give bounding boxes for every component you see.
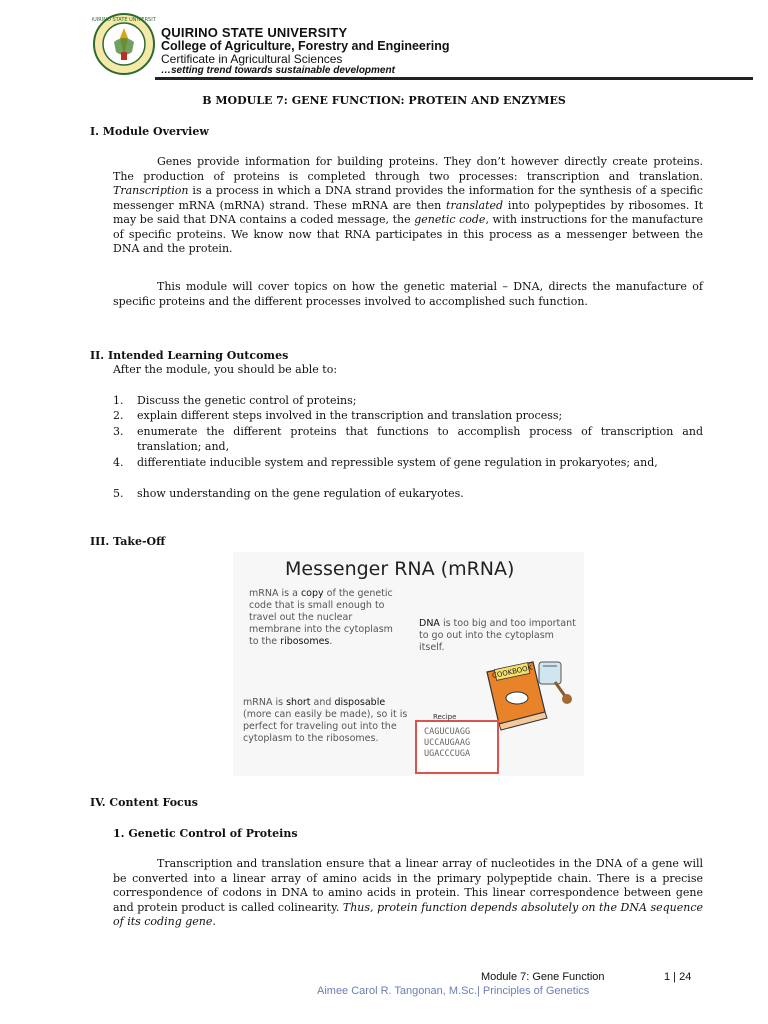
content-paragraph: Transcription and translation ensure that a linear array of nucleotides in the DNA of a gene will be converted into a linear array of amino acids in the primary polypeptide chain. There is a precise correspondence of codons in DNA to amino acids in protein. This linear correspondence between gene and protein product is called colinearity. Thus, protein function depends absolutely on the DNA sequence of its coding gene. xyxy=(113,857,703,928)
header-rule xyxy=(155,77,753,80)
outcome-item: 4. differentiate inducible system and repressible system of gene regulation in prokaryotes; and, xyxy=(113,456,658,469)
figure-title: Messenger RNA (mRNA) xyxy=(285,558,515,580)
takeoff-heading: III. Take-Off xyxy=(90,535,166,548)
content-heading: IV. Content Focus xyxy=(90,796,198,809)
overview-heading: I. Module Overview xyxy=(90,125,209,138)
outcome-item: 3. enumerate the different proteins that functions to accomplish process of transcription and translation; and, xyxy=(113,425,703,453)
figure-text-copy: mRNA is a copy of the genetic code that is small enough to travel out the nuclear membrane into the cytoplasm to the ribosomes. xyxy=(249,588,393,647)
outcome-item: 2. explain different steps involved in the transcription and translation process; xyxy=(113,409,563,422)
mrna-figure xyxy=(233,552,584,776)
certificate-name: Certificate in Agricultural Sciences xyxy=(161,52,343,66)
footer-module: Module 7: Gene Function xyxy=(481,971,605,983)
college-name: College of Agriculture, Forestry and Engineering xyxy=(161,39,450,53)
recipe-card: Recipe CAGUCUAGG UCCAUGAAG UGACCCUGA xyxy=(415,720,499,774)
motto: …setting trend towards sustainable development xyxy=(161,65,395,76)
svg-text:QUIRINO STATE UNIVERSITY: QUIRINO STATE UNIVERSITY xyxy=(92,17,156,23)
outcome-item: 5. show understanding on the gene regulation of eukaryotes. xyxy=(113,487,464,500)
university-name: QUIRINO STATE UNIVERSITY xyxy=(161,25,348,40)
outcome-item: 1. Discuss the genetic control of proteins; xyxy=(113,394,357,407)
content-subheading: 1. Genetic Control of Proteins xyxy=(113,827,298,840)
university-seal xyxy=(92,12,156,76)
footer-page-number: 1 | 24 xyxy=(664,971,692,983)
footer-author: Aimee Carol R. Tangonan, M.Sc.| Principles of Genetics xyxy=(317,985,590,997)
outcomes-heading: II. Intended Learning Outcomes xyxy=(90,349,289,362)
overview-paragraph-2: This module will cover topics on how the genetic material – DNA, directs the manufacture of specific proteins and the different processes involved to accomplished such function. xyxy=(113,280,703,308)
overview-paragraph-1: Genes provide information for building proteins. They don’t however directly create proteins. The production of proteins is completed through two processes: transcription and translation. Transcription is a process in which a DNA strand provides the information for the synthesis of a specific messenger mRNA (mRNA) strand. These mRNA are then translated into polypeptides by ribosomes. It may be said that DNA contains a coded message, the genetic code, with instructions for the manufacture of specific proteins. We know now that RNA participates in this process as a messenger between the DNA and the protein. xyxy=(113,155,704,255)
outcomes-intro: After the module, you should be able to: xyxy=(113,363,338,376)
page-title: B MODULE 7: GENE FUNCTION: PROTEIN AND ENZYMES xyxy=(202,94,566,107)
svg-text:COOKBOOK: COOKBOOK xyxy=(491,663,533,681)
figure-text-short: mRNA is short and disposable (more can easily be made), so it is perfect for traveling out into the cytoplasm to the ribosomes. xyxy=(243,697,408,744)
figure-text-dna: DNA is too big and too important to go out into the cytoplasm itself. xyxy=(419,618,576,653)
